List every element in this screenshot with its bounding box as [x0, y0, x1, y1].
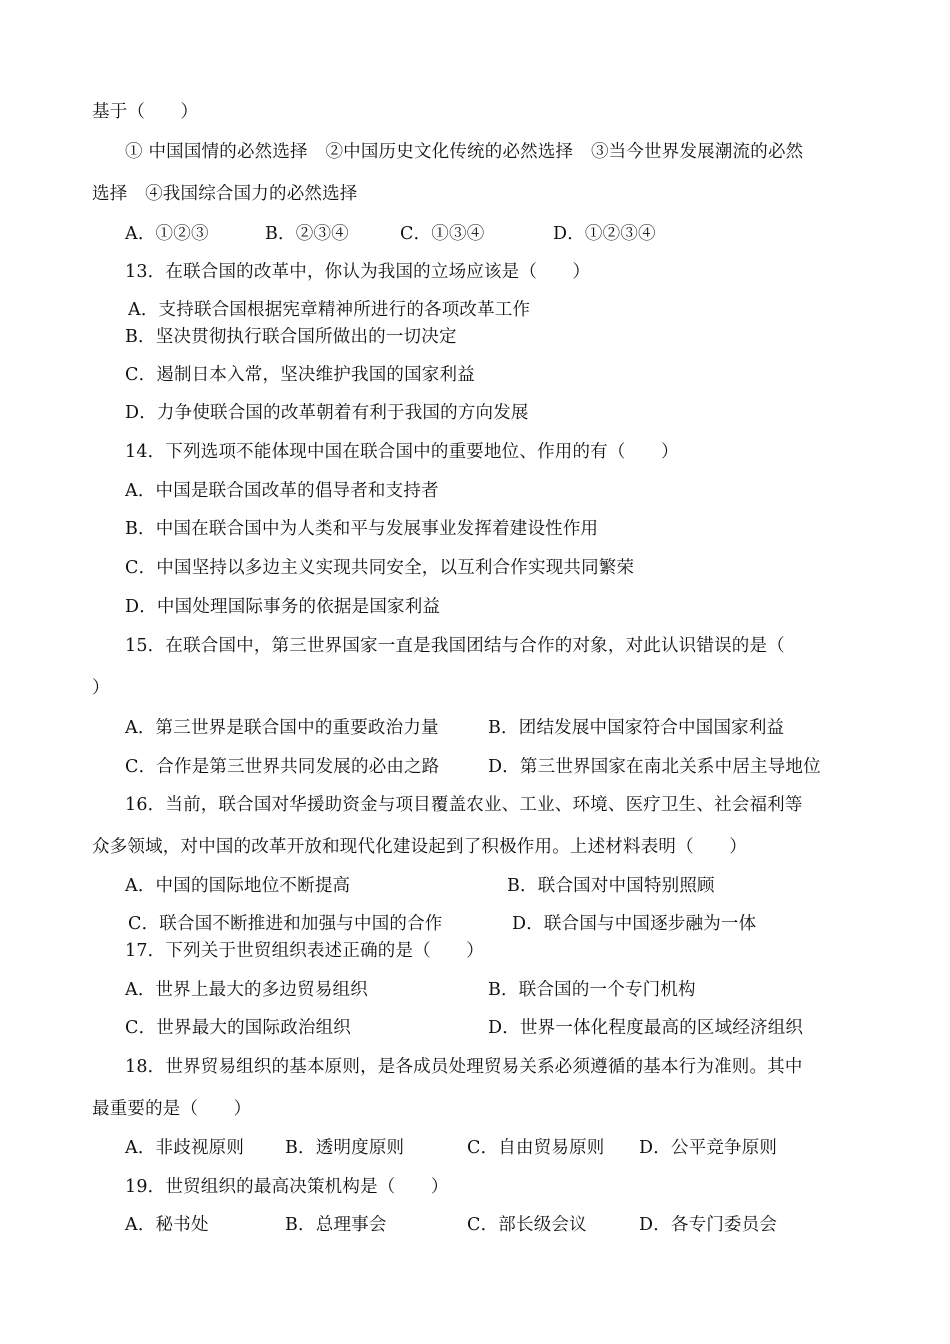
q15-option-a: A．第三世界是联合国中的重要政治力量 — [125, 718, 439, 738]
q17-option-a: A．世界上最大的多边贸易组织 — [125, 980, 368, 1000]
q18-option-b: B．透明度原则 — [285, 1138, 405, 1158]
q17-option-c: C．世界最大的国际政治组织 — [125, 1018, 351, 1038]
q19-option-b: B．总理事会 — [285, 1215, 387, 1235]
q16-option-c: C．联合国不断推进和加强与中国的合作 — [128, 914, 443, 934]
q16-options-row-1 — [125, 875, 865, 897]
q14-option-a: A．中国是联合国改革的倡导者和支持者 — [125, 481, 439, 501]
q12-statements-line-1: ① 中国国情的必然选择 ②中国历史文化传统的必然选择 ③当今世界发展潮流的必然 — [125, 142, 804, 162]
q18-option-c: C．自由贸易原则 — [467, 1138, 605, 1158]
q16-options-row-2 — [128, 913, 868, 935]
q14-option-d: D．中国处理国际事务的依据是国家利益 — [125, 597, 441, 617]
q19-options-row — [125, 1214, 865, 1236]
q12-option-a: A．①②③ — [125, 224, 209, 244]
q18-stem-line-2: 最重要的是（ ） — [92, 1099, 252, 1119]
q12-option-b: B．②③④ — [265, 224, 349, 244]
q19-stem: 19．世贸组织的最高决策机构是（ ） — [125, 1177, 449, 1197]
q12-option-d: D．①②③④ — [553, 224, 656, 244]
q13-stem: 13．在联合国的改革中，你认为我国的立场应该是（ ） — [125, 262, 591, 282]
q14-option-b: B．中国在联合国中为人类和平与发展事业发挥着建设性作用 — [125, 519, 599, 539]
q16-option-d: D．联合国与中国逐步融为一体 — [512, 914, 757, 934]
q14-option-c: C．中国坚持以多边主义实现共同安全，以互利合作实现共同繁荣 — [125, 558, 635, 578]
q16-option-b: B．联合国对中国特别照顾 — [507, 876, 715, 896]
q12-stem-continuation: 基于（ ） — [92, 102, 199, 122]
q12-option-c: C．①③④ — [400, 224, 485, 244]
q18-option-d: D．公平竞争原则 — [639, 1138, 778, 1158]
q13-option-c: C．遏制日本入常，坚决维护我国的国家利益 — [125, 365, 475, 385]
q15-stem-line-1: 15．在联合国中，第三世界国家一直是我国团结与合作的对象，对此认识错误的是（ — [125, 636, 785, 656]
q13-option-a: A．支持联合国根据宪章精神所进行的各项改革工作 — [128, 300, 531, 320]
q13-option-d: D．力争使联合国的改革朝着有利于我国的方向发展 — [125, 403, 529, 423]
q15-options-row-2 — [125, 756, 865, 778]
q18-stem-line-1: 18．世界贸易组织的基本原则，是各成员处理贸易关系必须遵循的基本行为准则。其中 — [125, 1057, 803, 1077]
q15-option-d: D．第三世界国家在南北关系中居主导地位 — [488, 757, 821, 777]
q15-stem-line-2: ） — [92, 678, 110, 698]
q15-option-c: C．合作是第三世界共同发展的必由之路 — [125, 757, 440, 777]
q18-option-a: A．非歧视原则 — [125, 1138, 245, 1158]
q16-stem-line-2: 众多领域，对中国的改革开放和现代化建设起到了积极作用。上述材料表明（ ） — [92, 837, 747, 857]
q15-option-b: B．团结发展中国家符合中国国家利益 — [488, 718, 785, 738]
q16-option-a: A．中国的国际地位不断提高 — [125, 876, 351, 896]
q17-option-b: B．联合国的一个专门机构 — [488, 980, 696, 1000]
q15-options-row-1 — [125, 717, 865, 739]
q19-option-d: D．各专门委员会 — [639, 1215, 778, 1235]
q14-stem: 14．下列选项不能体现中国在联合国中的重要地位、作用的有（ ） — [125, 442, 679, 462]
q17-option-d: D．世界一体化程度最高的区域经济组织 — [488, 1018, 804, 1038]
q17-options-row-2 — [125, 1017, 865, 1039]
q12-options-row — [125, 223, 865, 245]
q17-stem: 17．下列关于世贸组织表述正确的是（ ） — [125, 941, 484, 961]
q19-option-c: C．部长级会议 — [467, 1215, 587, 1235]
q12-statements-line-2: 选择 ④我国综合国力的必然选择 — [92, 184, 358, 204]
q19-option-a: A．秘书处 — [125, 1215, 209, 1235]
q13-option-b: B．坚决贯彻执行联合国所做出的一切决定 — [125, 327, 457, 347]
q17-options-row-1 — [125, 979, 865, 1001]
q16-stem-line-1: 16．当前，联合国对华援助资金与项目覆盖农业、工业、环境、医疗卫生、社会福利等 — [125, 795, 803, 815]
q18-options-row — [125, 1137, 865, 1159]
